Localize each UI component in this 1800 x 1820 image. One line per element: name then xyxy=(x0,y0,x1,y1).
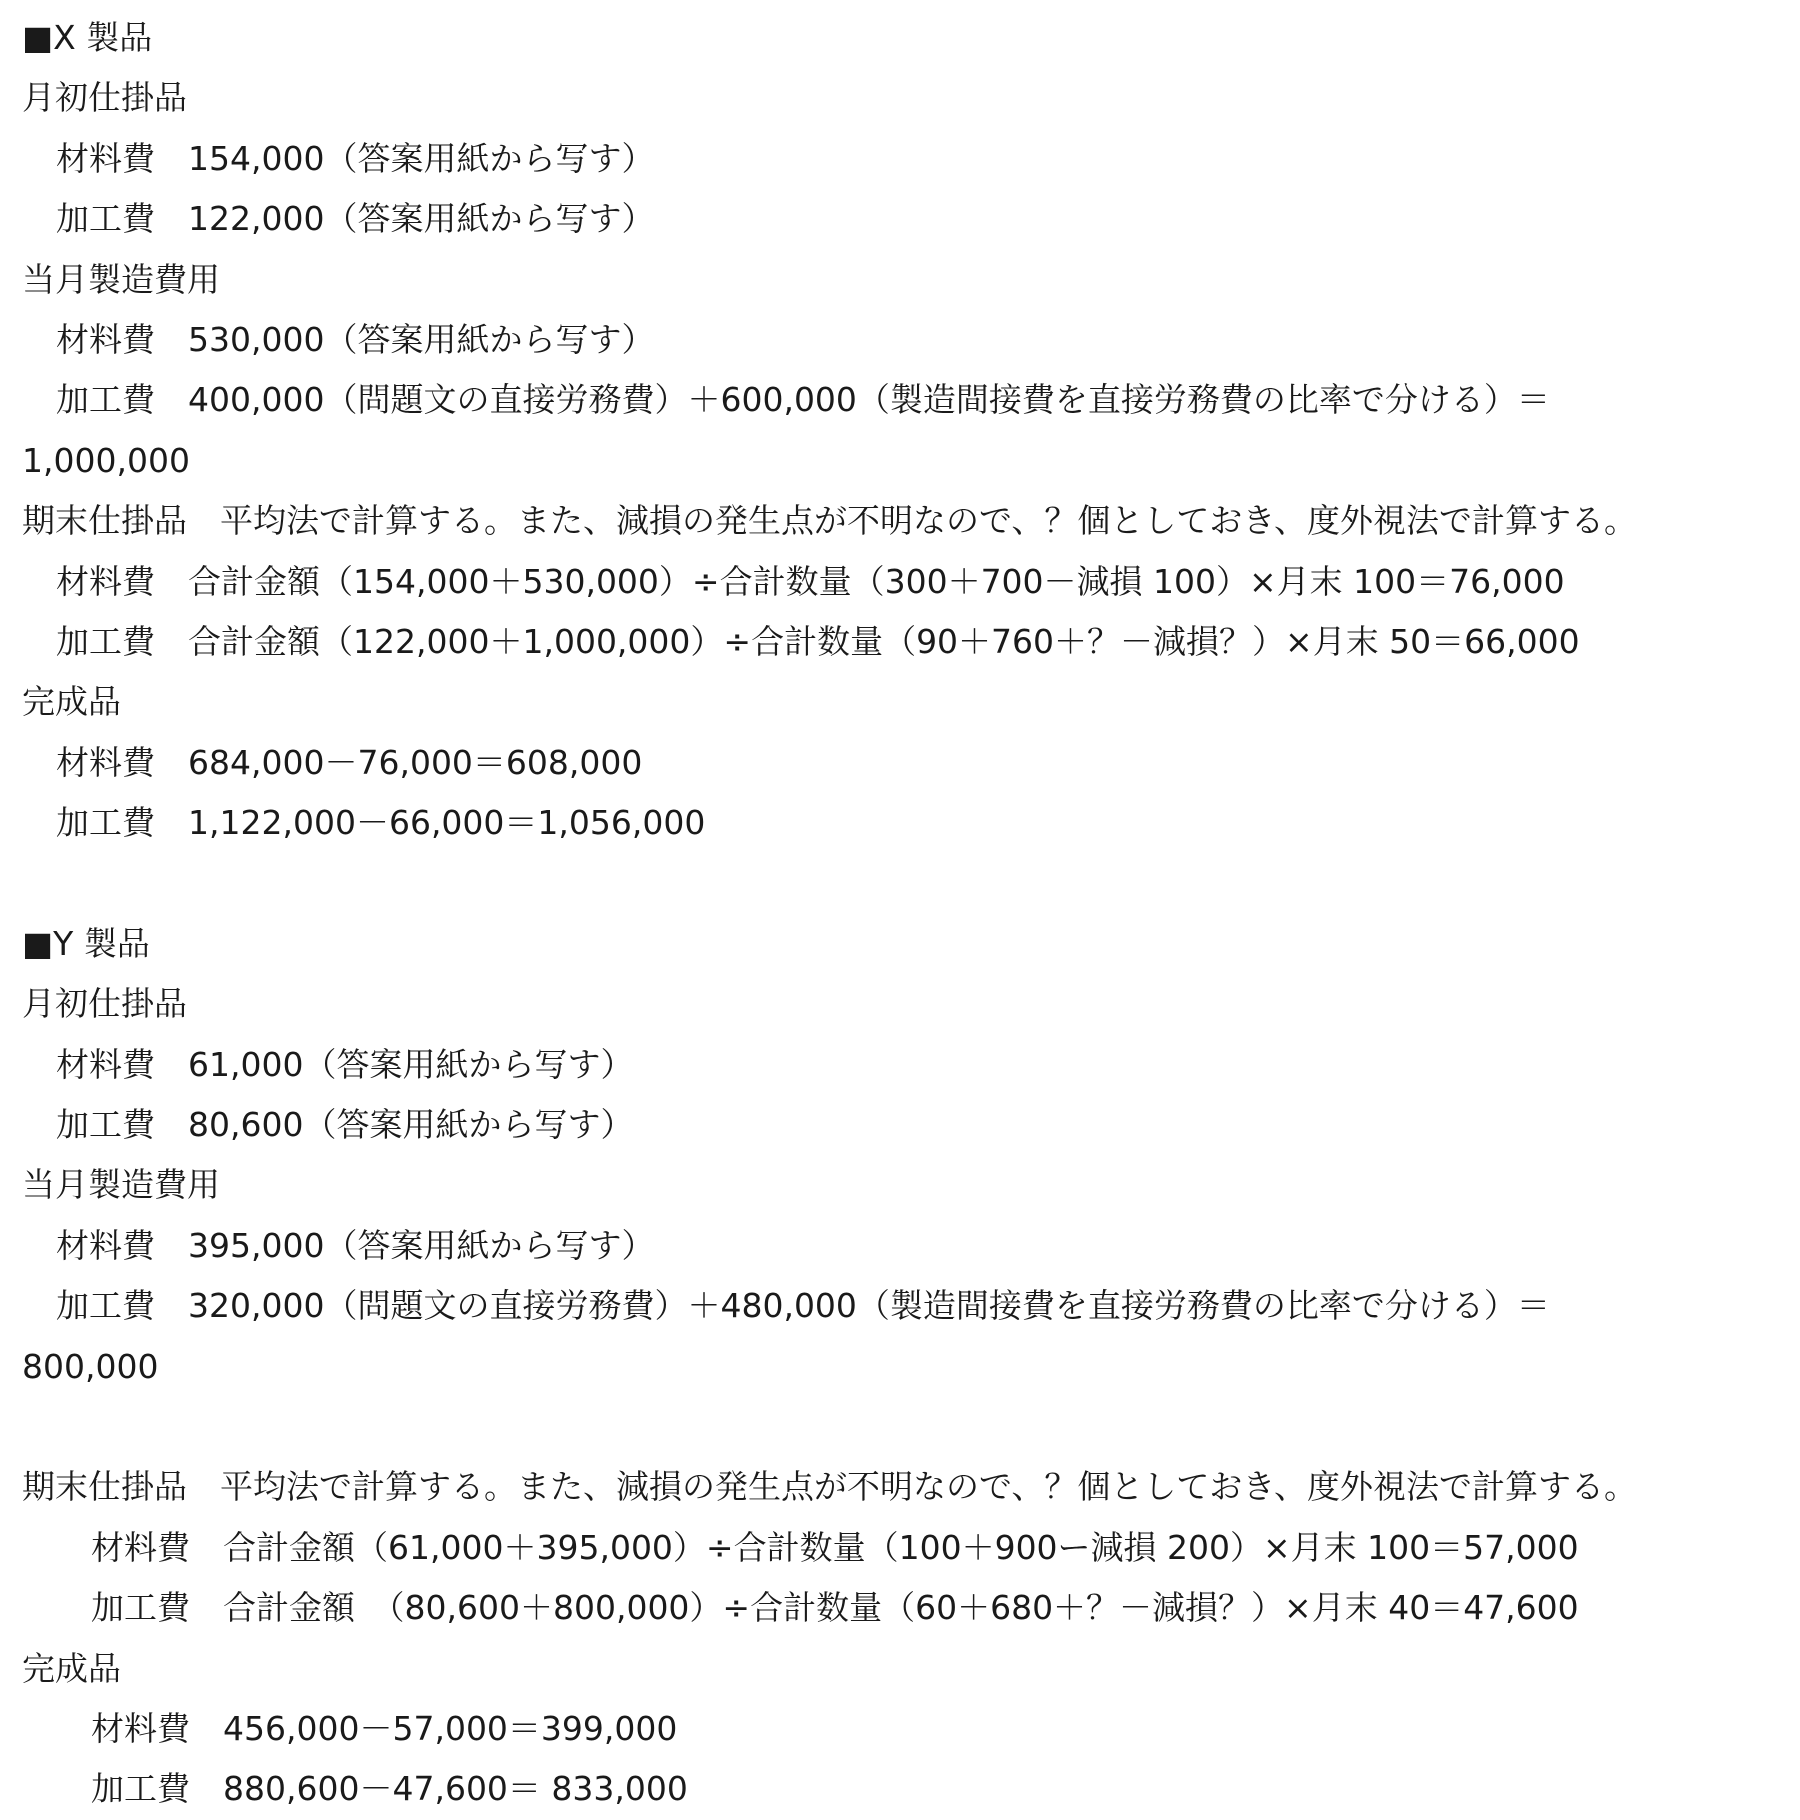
section-spacer xyxy=(22,853,1792,913)
x-current-cost-label: 当月製造費用 xyxy=(22,259,220,299)
y-finished-label: 完成品 xyxy=(22,1648,121,1688)
x-ending-conversion: 加工費 合計金額（122,000＋1,000,000）÷合計数量（90＋760＋？－減損？）×月末 50＝66,000 xyxy=(56,621,1580,661)
x-finished-material: 材料費 684,000－76,000＝608,000 xyxy=(56,742,643,782)
y-current-cost-label: 当月製造費用 xyxy=(22,1165,220,1205)
x-ending-material: 材料費 合計金額（154,000＋530,000）÷合計数量（300＋700－減損 100）×月末 100＝76,000 xyxy=(56,561,1565,601)
x-product-heading: ■X 製品 xyxy=(22,18,153,57)
y-finished-conversion: 加工費 880,600－47,600＝ 833,000 xyxy=(91,1769,688,1809)
y-product-heading: ■Y 製品 xyxy=(22,923,150,963)
calculation-notes xyxy=(22,8,1792,1820)
y-opening-conversion: 加工費 80,600（答案用紙から写す） xyxy=(56,1105,634,1145)
y-ending-wip-label: 期末仕掛品 平均法で計算する。また、減損の発生点が不明なので、？個としておき、度外視法で計算する。 xyxy=(22,1467,1638,1507)
y-ending-conversion: 加工費 合計金額 （80,600＋800,000）÷合計数量（60＋680＋？－減損？）×月末 40＝47,600 xyxy=(91,1588,1579,1628)
x-opening-wip-label: 月初仕掛品 xyxy=(22,78,187,118)
y-opening-material: 材料費 61,000（答案用紙から写す） xyxy=(56,1044,634,1084)
x-ending-wip-label: 期末仕掛品 平均法で計算する。また、減損の発生点が不明なので、？個としておき、度外視法で計算する。 xyxy=(22,501,1638,541)
paragraph-spacer xyxy=(22,1397,1792,1457)
x-opening-material: 材料費 154,000（答案用紙から写す） xyxy=(56,138,655,178)
x-finished-label: 完成品 xyxy=(22,682,121,722)
y-current-conversion: 加工費 320,000（問題文の直接労務費）＋480,000（製造間接費を直接労務費の比率で分ける）＝ xyxy=(56,1286,1550,1326)
y-ending-material: 材料費 合計金額（61,000＋395,000）÷合計数量（100＋900ー減損 200）×月末 100＝57,000 xyxy=(91,1527,1579,1567)
x-finished-conversion: 加工費 1,122,000－66,000＝1,056,000 xyxy=(56,803,706,843)
x-current-material: 材料費 530,000（答案用紙から写す） xyxy=(56,319,655,359)
x-opening-conversion: 加工費 122,000（答案用紙から写す） xyxy=(56,199,655,239)
y-opening-wip-label: 月初仕掛品 xyxy=(22,984,187,1024)
y-current-conversion-total: 800,000 xyxy=(22,1346,159,1386)
y-finished-material: 材料費 456,000－57,000＝399,000 xyxy=(91,1708,678,1748)
x-current-conversion-total: 1,000,000 xyxy=(22,440,190,480)
y-current-material: 材料費 395,000（答案用紙から写す） xyxy=(56,1225,655,1265)
x-current-conversion: 加工費 400,000（問題文の直接労務費）＋600,000（製造間接費を直接労務費の比率で分ける）＝ xyxy=(56,380,1550,420)
